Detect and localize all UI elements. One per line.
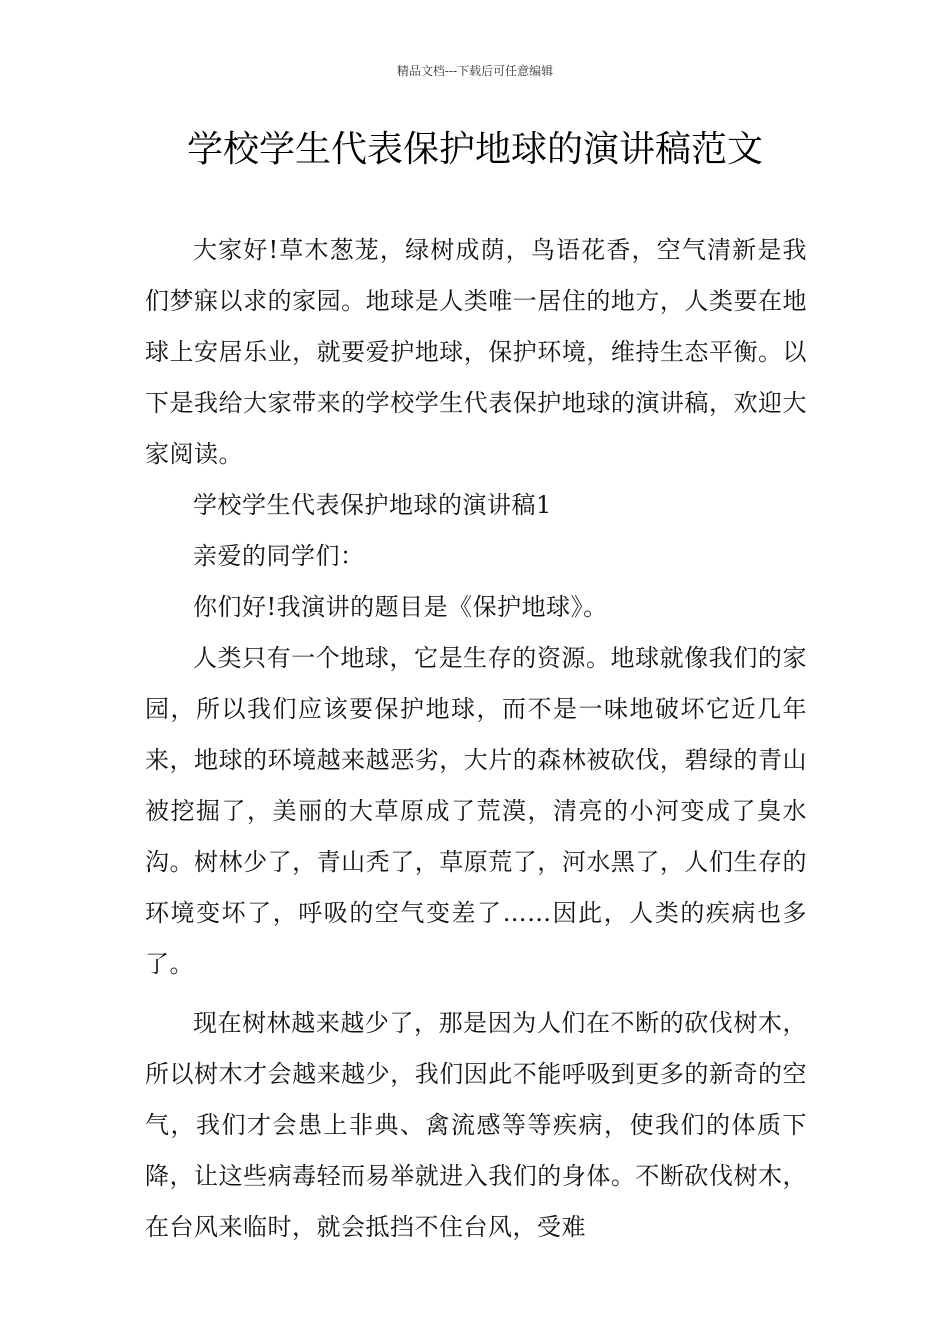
header-note: 精品文档---下载后可任意编辑: [396, 64, 554, 78]
body-paragraph: 人类只有一个地球，它是生存的资源。地球就像我们的家园，所以我们应该要保护地球，而不是一味地破坏它近几年来，地球的环境越来越恶劣，大片的森林被砍伐，碧绿的青山被挖掘了，美丽的大草原成了荒漠，清亮的小河变成了臭水沟。树林少了，青山秃了，草原荒了，河水黑了，人们生存的环境变坏了，呼吸的空气变差了……因此，人类的疾病也多了。: [145, 644, 807, 978]
body-paragraph: 现在树林越来越少了，那是因为人们在不断的砍伐树木，所以树木才会越来越少，我们因此不能呼吸到更多的新奇的空气，我们才会患上非典、禽流感等等疾病，使我们的体质下降，让这些病毒轻而易举就进入我们的身体。不断砍伐树木，在台风来临时，就会抵挡不住台风，受难: [145, 1009, 807, 1241]
greeting-paragraph: 你们好!我演讲的题目是《保护地球》。: [193, 593, 608, 621]
speech-heading: 学校学生代表保护地球的演讲稿1: [193, 491, 552, 519]
document-title: 学校学生代表保护地球的演讲稿范文: [186, 129, 763, 170]
salutation: 亲爱的同学们：: [193, 542, 365, 570]
document-body: [145, 225, 807, 1253]
intro-paragraph: 大家好!草木葱茏，绿树成荫，鸟语花香，空气清新是我们梦寐以求的家园。地球是人类唯一居住的地方，人类要在地球上安居乐业，就要爱护地球，保护环境，维持生态平衡。以下是我给大家带来的学校学生代表保护地球的演讲稿，欢迎大家阅读。: [145, 236, 807, 468]
